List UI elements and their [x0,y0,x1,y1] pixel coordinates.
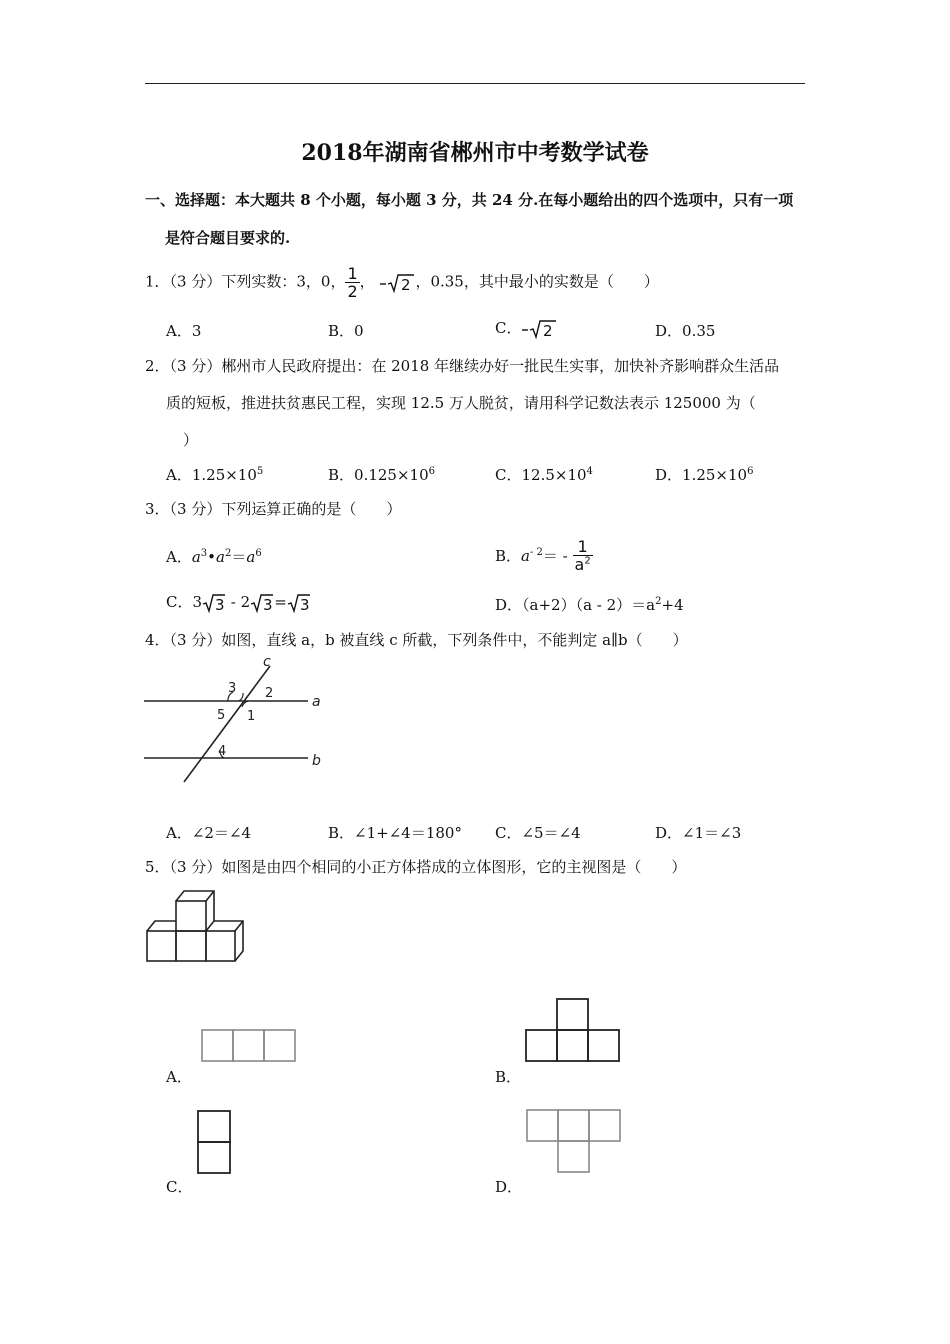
fraction-one-half: $\frac{1}{2}$ [347,264,358,301]
option-b-view-figure [523,997,623,1063]
question-2-option-a[interactable]: A．$1.25\times 10^5$ [166,466,264,484]
question-1-option-c[interactable]: C． 2 [495,317,557,340]
question-4-option-a[interactable]: A．∠2＝∠4 [166,824,252,842]
header-rule [145,83,805,84]
question-5-option-d[interactable]: D． [495,1178,523,1196]
question-4-option-b[interactable]: B．∠1+∠4＝180° [328,824,462,842]
section-heading-line2: 是符合题目要求的. [165,229,291,247]
question-2-line1: 2．（3 分）郴州市人民政府提出：在 2018 年继续办好一批民生实事，加快补齐影响群众生活品 [145,357,780,375]
label-c: c [263,654,271,670]
line-c [184,666,270,782]
question-1-option-b[interactable]: B．0 [328,322,364,340]
question-5-stem: 5．（3 分）如图是由四个相同的小正方体搭成的立体图形，它的主视图是（ ） [145,858,687,876]
question-3-stem: 3．（3 分）下列运算正确的是（ ） [145,500,402,518]
option-a-view-figure [200,1028,298,1064]
question-4-option-c[interactable]: C．∠5＝∠4 [495,824,581,842]
sqrt3-symbol [202,592,226,614]
question-1-option-a[interactable]: A．3 [166,322,202,340]
question-3-option-c[interactable]: C．3 3 - 2 3 = 3 [166,593,310,614]
svg-text:2: 2 [543,322,554,340]
neg-sqrt2-symbol [521,318,557,340]
question-1-stem: 1．（3 分）下列实数：3，0， $\frac{1}{2}$ ， 2 ，0.35，其中最小的实数是（ ） [145,264,659,301]
question-1-option-d[interactable]: D．0.35 [655,322,716,340]
option-d-view-figure [524,1107,624,1175]
question-1-prefix: 1．（3 分）下列实数：3，0， [145,272,346,291]
svg-text:3: 3 [299,596,310,614]
question-3-option-d[interactable]: D．$(a+2)(a - 2)=a^2+4$ [495,596,684,614]
page-title: 2018年湖南省郴州市中考数学试卷 [301,140,649,166]
option-c-view-figure [196,1109,234,1175]
neg-sqrt2-symbol [379,272,415,294]
svg-text:3: 3 [215,596,225,614]
label-a: a [312,694,321,710]
svg-text:3: 3 [263,596,273,614]
svg-text:2: 2 [401,275,411,294]
question-2-option-b[interactable]: B．$0.125\times 10^6$ [328,466,435,484]
question-5-option-b[interactable]: B． [495,1068,522,1086]
question-2-line2: 质的短板，推进扶贫惠民工程，实现 12.5 万人脱贫，请用科学记数法表示 125000 为（ [166,394,756,412]
question-2-line3: ） [183,431,199,449]
angle-label-2: 2 [265,686,274,701]
question-5-option-a[interactable]: A． [166,1068,192,1086]
question-2-option-d[interactable]: D．$1.25\times 10^6$ [655,466,754,484]
question-4-option-d[interactable]: D．∠1＝∠3 [655,824,742,842]
angle-label-3: 3 [228,681,237,696]
sqrt3-symbol [287,592,311,614]
question-3-option-b[interactable]: B．$a^{- 2}=$ - $\frac{1}{a^2}$ [495,537,591,574]
question-3-option-a[interactable]: A．$a^3•a^2=a^6$ [166,548,262,566]
angle-label-1: 1 [247,709,256,724]
question-2-option-c[interactable]: C．$12.5\times 10^4$ [495,466,593,484]
parallel-lines-figure [140,652,340,787]
sqrt3-symbol [250,592,274,614]
cube-stack-figure [144,887,248,965]
question-4-stem: 4．（3 分）如图，直线 a，b 被直线 c 所截，下列条件中，不能判定 a∥b（ ） [145,631,688,649]
fraction-one-over-a-squared: $\frac{1}{a^2}$ [574,537,591,574]
section-heading-line1: 一、选择题：本大题共 8 个小题，每小题 3 分，共 24 分.在每小题给出的四个选项中，只有一项 [145,191,794,209]
angle-label-5: 5 [217,708,226,723]
label-b: b [312,753,321,769]
angle-label-4: 4 [218,744,227,759]
question-5-option-c[interactable]: C． [166,1178,193,1196]
